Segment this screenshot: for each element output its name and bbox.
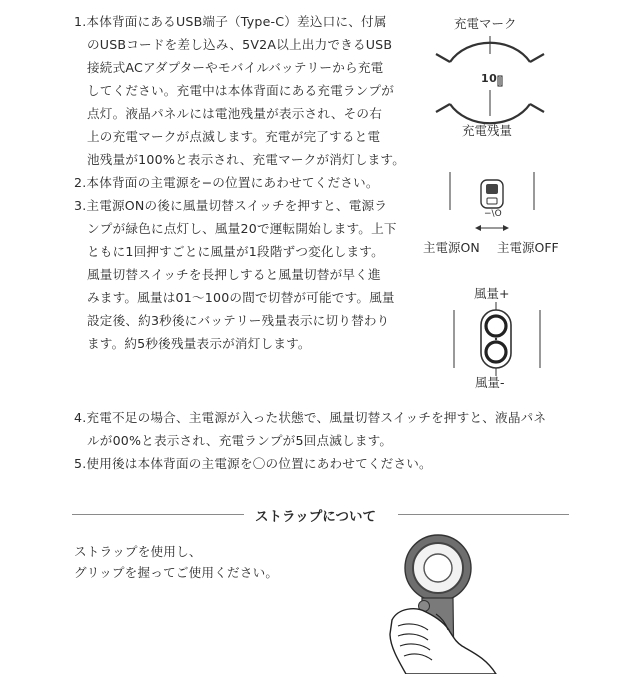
step-3-line: ンプが緑色に点灯し、風量20で運転開始します。上下 <box>87 221 397 236</box>
main-power-off-label: 主電源OFF <box>497 240 559 255</box>
step-3-line: 3.主電源ONの後に風量切替スイッチを押すと、電源ラ <box>74 198 388 213</box>
battery-display-value: 10 <box>481 72 498 85</box>
step-3-line: ともに1回押すごとに風量が1段階ずつ変化します。 <box>87 244 384 259</box>
switch-position-marks: −\O <box>484 209 502 219</box>
wind-switch-illustration <box>440 302 550 378</box>
divider-right <box>398 514 569 515</box>
step-1-line: 点灯。液晶パネルには電池残量が表示され、その右 <box>87 106 383 121</box>
battery-level-label: 充電残量 <box>462 123 513 138</box>
step-1-line: 上の充電マークが点滅します。充電が完了すると電 <box>87 129 381 144</box>
step-3-line: 設定後、約3秒後にバッテリー残量表示に切り替わり <box>87 313 390 328</box>
step-3-line: ます。約5秒後残量表示が消灯します。 <box>87 336 311 351</box>
wind-minus-label: 風量- <box>475 375 505 390</box>
wind-down-button-icon <box>486 342 506 362</box>
power-switch-illustration <box>447 172 547 242</box>
strap-section-title: ストラップについて <box>255 509 376 525</box>
step-1-line: 1.本体背面にあるUSB端子（Type-C）差込口に、付属 <box>74 14 387 29</box>
divider-left <box>72 514 244 515</box>
step-1-line: 池残量が100%と表示され、充電マークが消灯します。 <box>87 152 406 167</box>
step-1-line: してください。充電中は本体背面にある充電ランプが <box>87 83 395 98</box>
step-1-line: のUSBコードを差し込み、5V2A以上出力できるUSB <box>87 37 393 52</box>
step-4-line: ルが00%と表示され、充電ランプが5回点滅します。 <box>87 433 393 448</box>
wind-plus-label: 風量+ <box>474 286 510 301</box>
strap-instruction-line: グリップを握ってご使用ください。 <box>74 565 279 580</box>
wind-up-button-icon <box>486 316 506 336</box>
step-4-line: 4.充電不足の場合、主電源が入った状態で、風量切替スイッチを押すと、液晶パネ <box>74 410 547 425</box>
step-1-line: 接続式ACアダプターやモバイルバッテリーから充電 <box>87 60 384 75</box>
main-power-on-label: 主電源ON <box>423 240 480 255</box>
step-5-instructions: 5.使用後は本体背面の主電源を〇の位置にあわせてください。 <box>74 456 432 471</box>
charge-mark-label: 充電マーク <box>454 16 517 31</box>
step-2-instructions: 2.本体背面の主電源を−の位置にあわせてください。 <box>74 175 379 190</box>
strap-instruction-line: ストラップを使用し、 <box>74 544 202 559</box>
step-3-line: 風量切替スイッチを長押しすると風量切替が早く進 <box>87 267 381 282</box>
hand-holding-fan-illustration <box>376 534 526 674</box>
step-3-line: みます。風量は01〜100の間で切替が可能です。風量 <box>87 290 395 305</box>
